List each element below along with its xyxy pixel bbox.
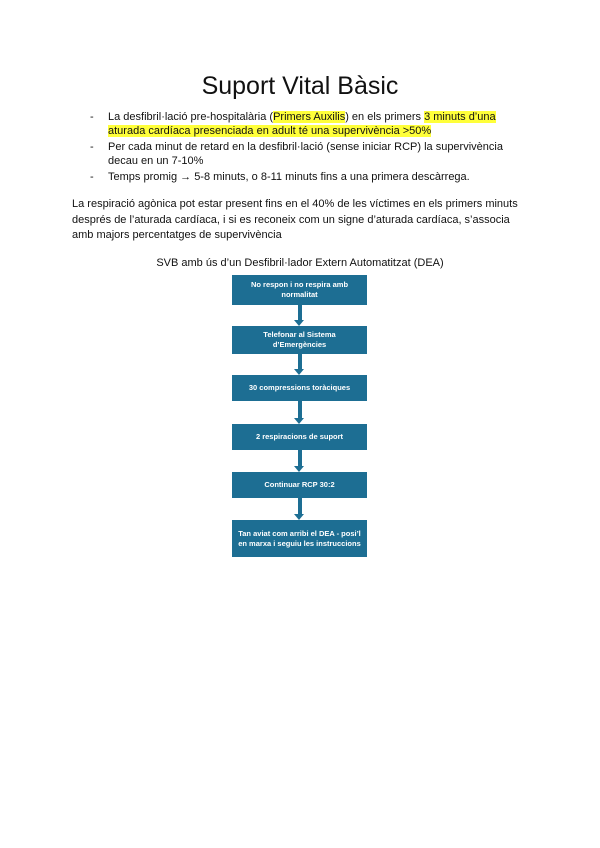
flow-step-no-response: No respon i no respira amb normalitat [232,275,367,305]
bullet-item-delay: - Per cada minut de retard en la desfibril·lació (sense iniciar RCP) la supervivència decau en un 7-10% [90,140,520,168]
flowchart-caption: SVB amb ús d’un Desfibril·lador Extern Automatitzat (DEA) [156,257,444,269]
flow-step-rescue-breaths: 2 respiracions de suport [232,424,367,450]
flow-arrow-icon [294,354,305,375]
flow-arrow-icon [294,305,305,326]
flow-arrow-icon [294,401,305,424]
page-title: Suport Vital Bàsic [201,72,399,100]
flow-step-continue-cpr: Continuar RCP 30:2 [232,472,367,498]
highlight-first-aid: Primers Auxilis [273,111,346,123]
agonal-breathing-paragraph: La respiració agònica pot estar present fins en el 40% de les víctimes en els primers minuts després de l’aturada cardíaca, i si es reconeix com un signe d’aturada cardíaca, s’associa amb majors percentatges de supervivència [72,198,518,241]
flow-arrow-icon [294,450,305,472]
flow-step-call-emergency: Telefonar al Sistema d’Emergències [232,326,367,354]
flow-step-use-aed: Tan aviat com arribi el DEA - posi’l en marxa i seguiu les instruccions [232,520,367,557]
bullet-list [90,110,520,186]
highlight-survival: 3 minuts d’una aturada cardíaca presenciada en adult té una supervivència >50% [108,111,496,137]
bullet-item-defibrillation: - La desfibril·lació pre-hospitalària (Primers Auxilis) en els primers 3 minuts d’una aturada cardíaca presenciada en adult té una supervivència >50% [90,110,520,138]
flow-step-compressions: 30 compressions toràciques [232,375,367,401]
flow-arrow-icon [294,498,305,520]
bullet-item-average-time: - Temps promig → 5-8 minuts, o 8-11 minuts fins a una primera descàrrega. [90,170,520,184]
